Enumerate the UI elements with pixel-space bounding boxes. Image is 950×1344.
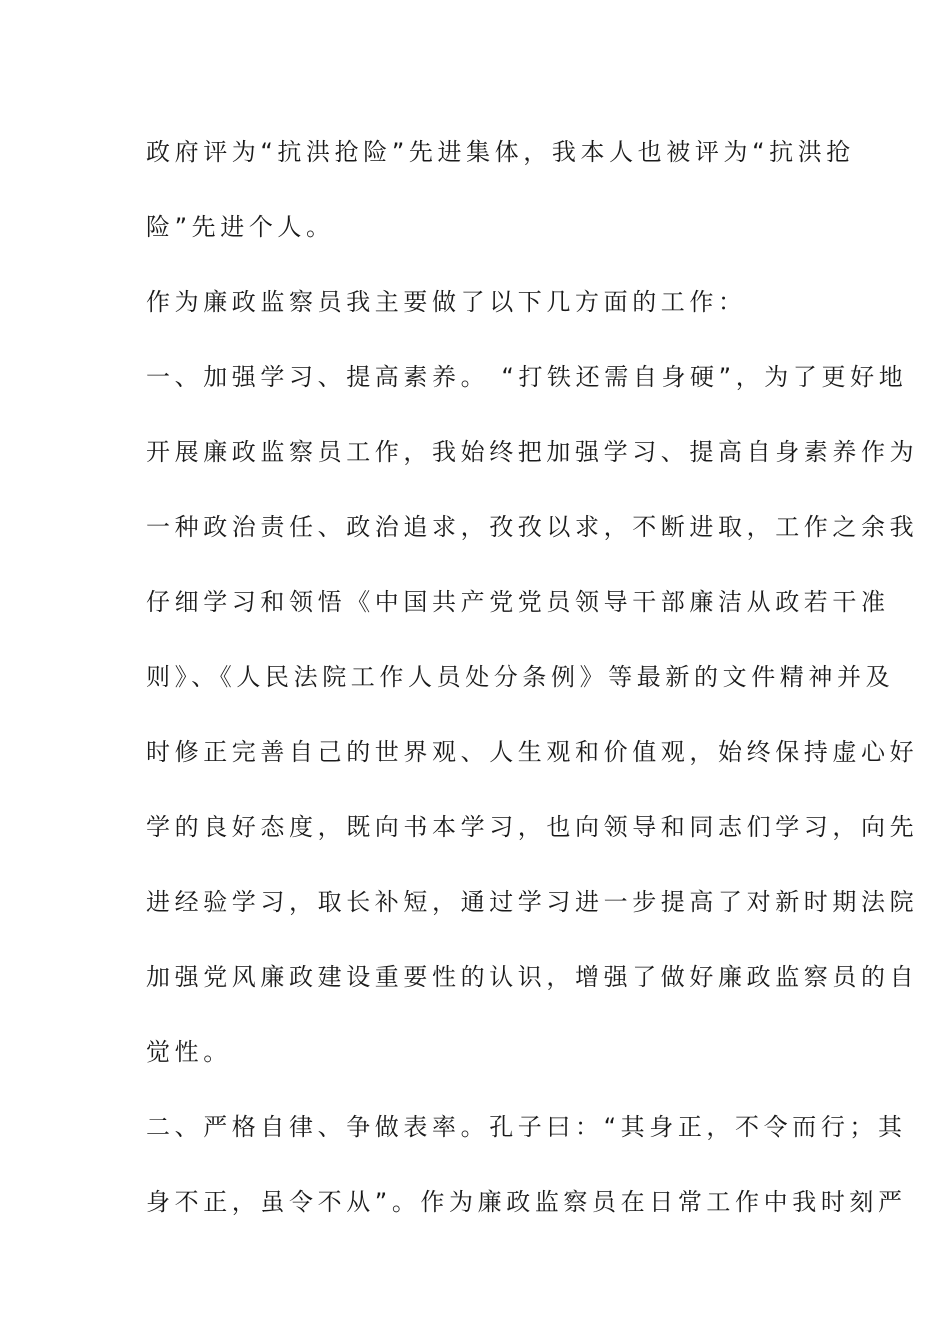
text-line: 一种政治责任、政治追求，孜孜以求，不断进取，工作之余我 [146,513,919,541]
text-line: 险”先进个人。 [146,213,335,241]
text-line: 进经验学习，取长补短，通过学习进一步提高了对新时期法院 [146,888,919,916]
text-line: 作为廉政监察员我主要做了以下几方面的工作： [146,288,747,316]
text-line: 觉性。 [146,1038,232,1066]
text-line: 一、加强学习、提高素养。 “打铁还需自身硬”，为了更好地 [146,363,908,391]
text-line: 身不正，虽令不从”。作为廉政监察员在日常工作中我时刻严 [146,1188,907,1216]
text-line: 加强党风廉政建设重要性的认识，增强了做好廉政监察员的自 [146,963,919,991]
text-line: 政府评为“抗洪抢险”先进集体，我本人也被评为“抗洪抢 [146,138,855,166]
text-line: 二、严格自律、争做表率。孔子曰：“其身正，不令而行；其 [146,1113,907,1141]
text-line: 时修正完善自己的世界观、人生观和价值观，始终保持虚心好 [146,738,919,766]
text-line: 则》、《人民法院工作人员处分条例》等最新的文件精神并及 [146,663,895,691]
text-line: 仔细学习和领悟《中国共产党党员领导干部廉洁从政若干准 [146,588,890,616]
text-line: 开展廉政监察员工作，我始终把加强学习、提高自身素养作为 [146,438,919,466]
text-line: 学的良好态度，既向书本学习，也向领导和同志们学习，向先 [146,813,919,841]
